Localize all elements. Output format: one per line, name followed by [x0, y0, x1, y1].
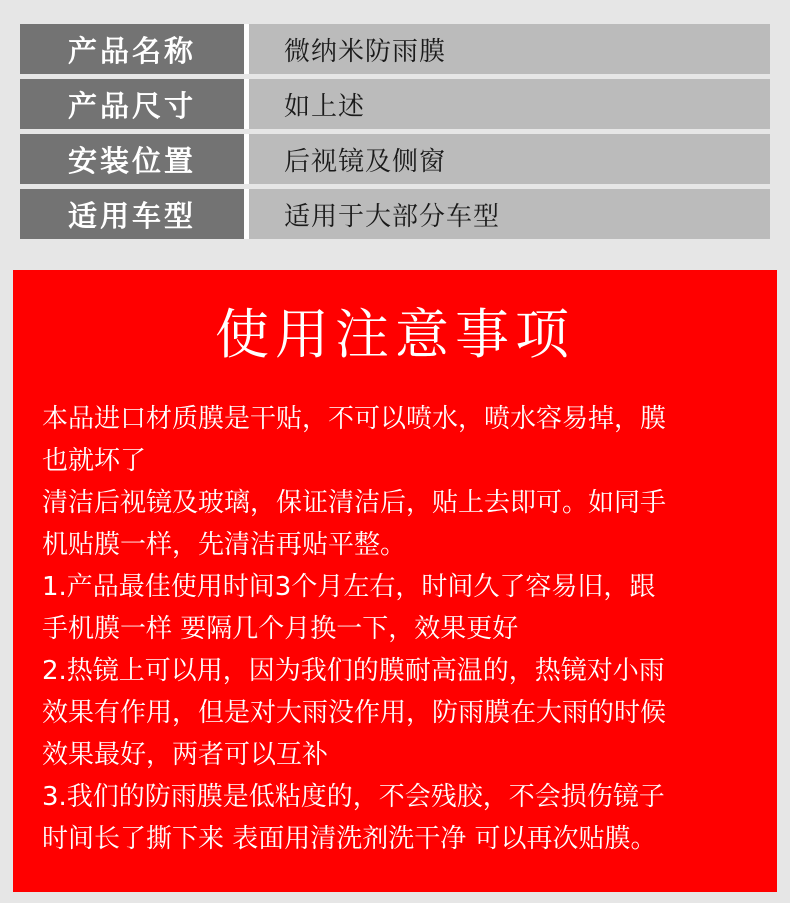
spec-value: 后视镜及侧窗 — [249, 134, 770, 184]
notice-line: 手机膜一样 要隔几个月换一下，效果更好 — [42, 614, 519, 644]
spec-row-position — [20, 134, 770, 184]
notice-line: 1.产品最佳使用时间3个月左右，时间久了容易旧，跟 — [42, 572, 656, 602]
spec-value: 如上述 — [249, 79, 770, 129]
notice-line: 3.我们的防雨膜是低粘度的，不会残胶，不会损伤镜子 — [42, 782, 665, 812]
spec-row-name — [20, 24, 770, 74]
notice-line: 也就坏了 — [42, 446, 147, 476]
notice-line: 效果有作用，但是对大雨没作用，防雨膜在大雨的时候 — [42, 698, 667, 728]
spec-value: 适用于大部分车型 — [249, 189, 770, 239]
spec-label: 安装位置 — [20, 134, 244, 184]
spec-table — [20, 24, 770, 244]
spec-label: 适用车型 — [20, 189, 244, 239]
notice-line: 2.热镜上可以用，因为我们的膜耐高温的，热镜对小雨 — [42, 656, 665, 686]
spec-row-size — [20, 79, 770, 129]
spec-label: 产品名称 — [20, 24, 244, 74]
usage-notice-panel — [13, 270, 777, 892]
notice-body — [42, 398, 757, 860]
notice-line: 清洁后视镜及玻璃，保证清洁后，贴上去即可。如同手 — [42, 488, 667, 518]
notice-line: 效果最好，两者可以互补 — [42, 740, 329, 770]
spec-label: 产品尺寸 — [20, 79, 244, 129]
spec-row-vehicle — [20, 189, 770, 239]
notice-line: 机贴膜一样，先清洁再贴平整。 — [42, 530, 407, 560]
spec-value: 微纳米防雨膜 — [249, 24, 770, 74]
notice-line: 本品进口材质膜是干贴，不可以喷水，喷水容易掉，膜 — [42, 404, 667, 434]
notice-line: 时间长了撕下来 表面用清洗剂洗干净 可以再次贴膜。 — [42, 824, 657, 854]
notice-title: 使用注意事项 — [215, 303, 575, 366]
